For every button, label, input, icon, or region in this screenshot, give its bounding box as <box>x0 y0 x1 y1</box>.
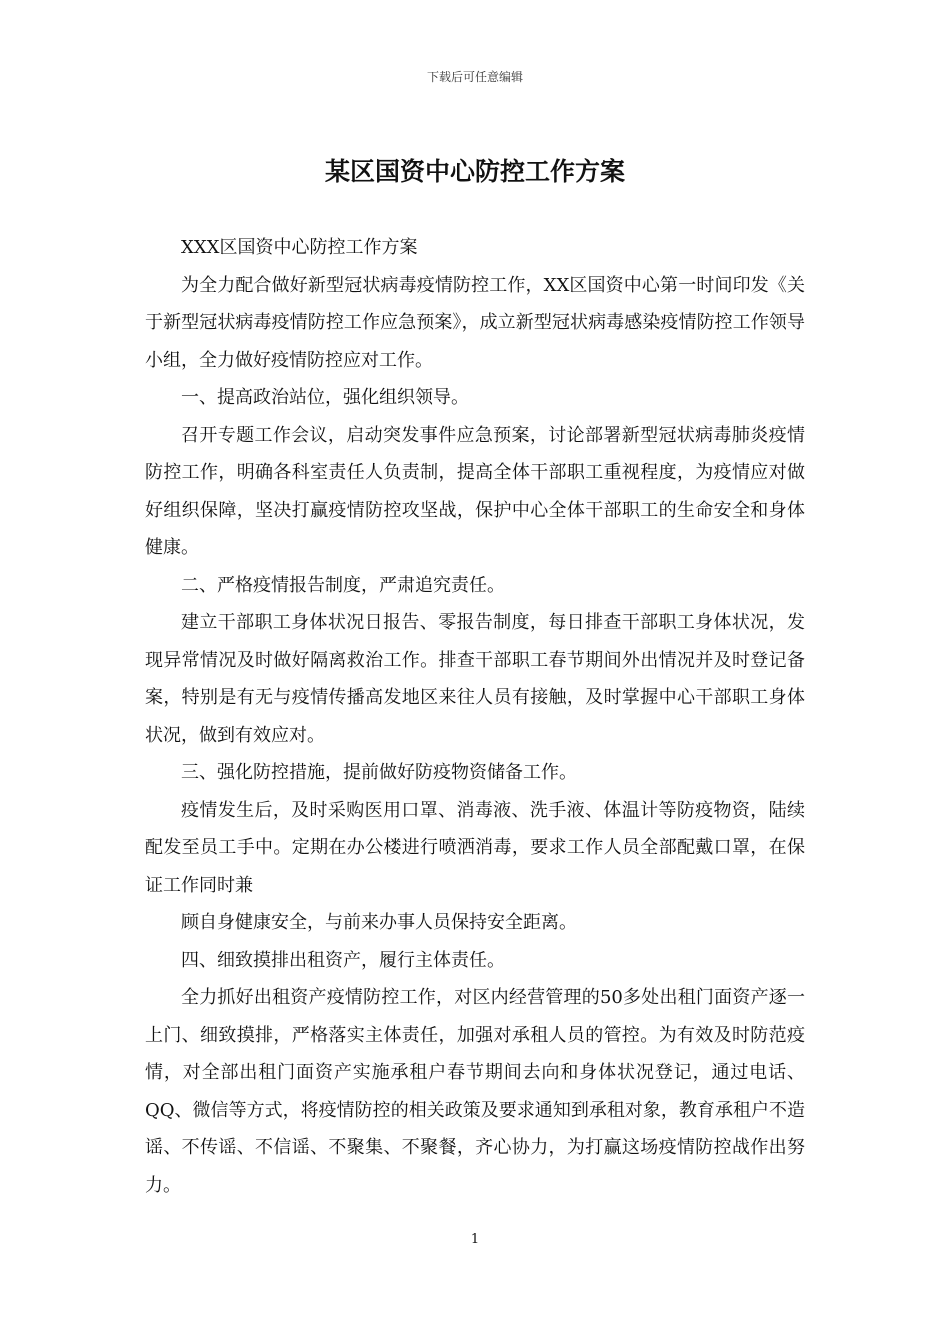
page-header: 下载后可任意编辑 <box>426 70 523 84</box>
document-title: 某区国资中心防控工作方案 <box>324 157 625 186</box>
section-heading-2: 二、严格疫情报告制度，严肃追究责任。 <box>181 574 505 596</box>
paragraph-intro: 为全力配合做好新型冠状病毒疫情防控工作，XX区国资中心第一时间印发《关于新型冠状病毒疫情防控工作应急预案》，成立新型冠状病毒感染疫情防控工作领导小组，全力做好疫情防控应对工作。 <box>145 274 805 371</box>
paragraph-section-2: 建立干部职工身体状况日报告、零报告制度，每日排查干部职工身体状况，发现异常情况及时做好隔离救治工作。排查干部职工春节期间外出情况并及时登记备案，特别是有无与疫情传播高发地区来往人员有接触，及时掌握中心干部职工身体状况，做到有效应对。 <box>145 612 805 746</box>
paragraph-section-1: 召开专题工作会议，启动突发事件应急预案，讨论部署新型冠状病毒肺炎疫情防控工作，明确各科室责任人负责制，提高全体干部职工重视程度，为疫情应对做好组织保障，坚决打赢疫情防控攻坚战，保护中心全体干部职工的生命安全和身体健康。 <box>145 424 805 558</box>
page-number: 1 <box>470 1232 480 1247</box>
section-heading-4: 四、细致摸排出租资产，履行主体责任。 <box>181 949 505 971</box>
paragraph-section-4: 全力抓好出租资产疫情防控工作，对区内经营管理的50多处出租门面资产逐一上门、细致摸排，严格落实主体责任，加强对承租人员的管控。为有效及时防范疫情，对全部出租门面资产实施承租户春节期间去向和身体状况登记，通过电话、QQ、微信等方式，将疫情防控的相关政策及要求通知到承租对象，教育承租户不造谣、不传谣、不信谣、不聚集、不聚餐，齐心协力，为打赢这场疫情防控战作出努力。 <box>145 987 805 1196</box>
paragraph-subtitle: XXX区国资中心防控工作方案 <box>181 237 418 258</box>
paragraph-section-3: 疫情发生后，及时采购医用口罩、消毒液、洗手液、体温计等防疫物资，陆续配发至员工手中。定期在办公楼进行喷洒消毒，要求工作人员全部配戴口罩，在保证工作同时兼 <box>145 799 805 896</box>
document-body <box>145 229 805 1204</box>
section-heading-3: 三、强化防控措施，提前做好防疫物资储备工作。 <box>181 762 577 783</box>
paragraph-section-3-cont: 顾自身健康安全，与前来办事人员保持安全距离。 <box>181 912 577 933</box>
section-heading-1: 一、提高政治站位，强化组织领导。 <box>181 387 469 408</box>
